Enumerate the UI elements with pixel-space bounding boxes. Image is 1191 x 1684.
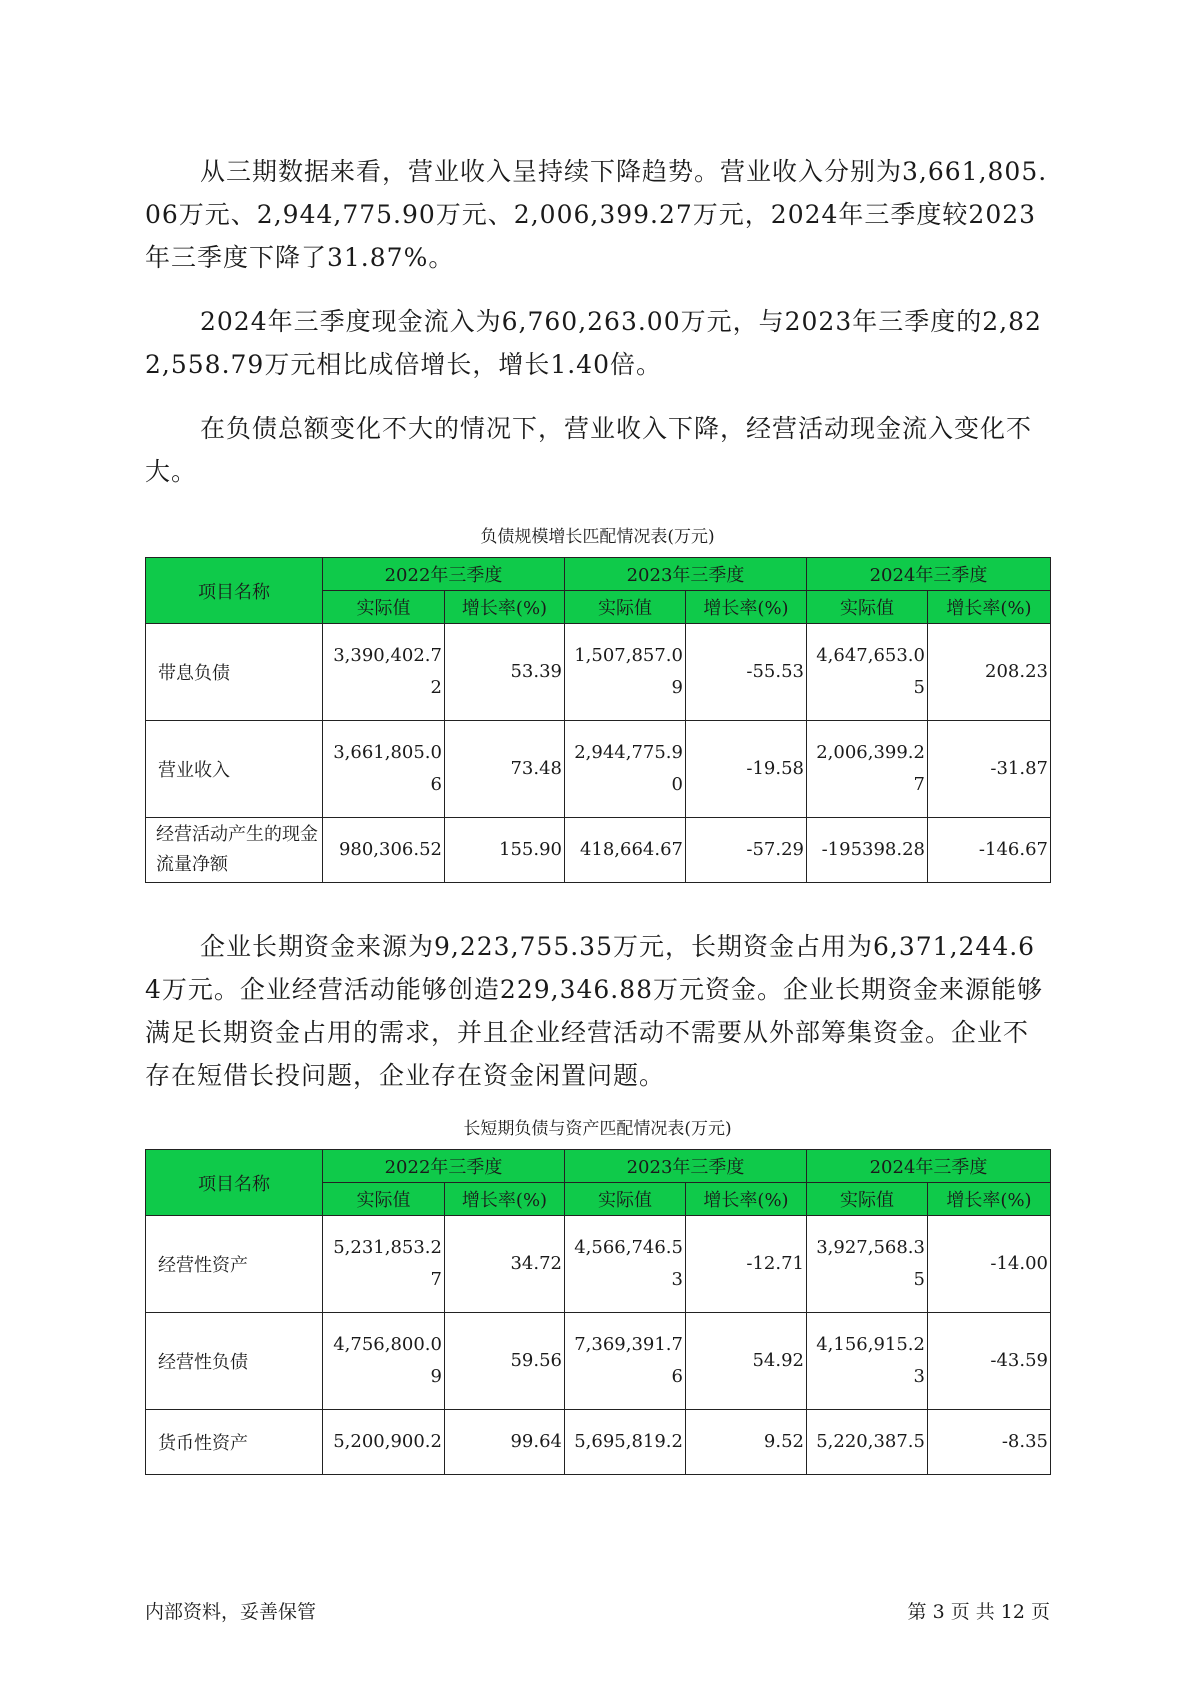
cell-value: 3,390,402.72 [323,624,445,721]
cell-value: 208.23 [928,624,1051,721]
cell-value: 34.72 [445,1216,565,1313]
cell-value: 1,507,857.09 [565,624,686,721]
cell-value: 59.56 [445,1313,565,1410]
cell-value: 54.92 [686,1313,807,1410]
table1-period-2022: 2022年三季度 [323,558,565,591]
table2-sub-growth: 增长率(%) [928,1183,1051,1216]
table-row [146,818,1051,883]
cell-value: 4,156,915.23 [807,1313,928,1410]
row-name: 经营性资产 [146,1216,323,1313]
cell-value: 5,231,853.27 [323,1216,445,1313]
table1-sub-growth: 增长率(%) [928,591,1051,624]
page-content [145,150,1050,1475]
footer-confidential-note: 内部资料，妥善保管 [145,1601,317,1623]
table1-period-2023: 2023年三季度 [565,558,807,591]
cell-value: 980,306.52 [323,818,445,883]
cell-value: -195398.28 [807,818,928,883]
cell-value: 4,566,746.53 [565,1216,686,1313]
table1-header-row [146,558,1051,591]
footer-page-number: 第 3 页 共 12 页 [907,1601,1050,1623]
cell-value: -31.87 [928,721,1051,818]
cell-value: 2,006,399.27 [807,721,928,818]
table1-sub-actual: 实际值 [565,591,686,624]
cell-value: -57.29 [686,818,807,883]
table2-sub-actual: 实际值 [565,1183,686,1216]
cell-value: 418,664.67 [565,818,686,883]
cell-value: 155.90 [445,818,565,883]
asset-liability-match-table [145,1149,1051,1475]
paragraph-long-term-funds: 企业长期资金来源为9,223,755.35万元，长期资金占用为6,371,244.64万元。企业经营活动能够创造229,346.88万元资金。企业长期资金来源能够满足长期资金占用的需求，并且企业经营活动不需要从外部筹集资金。企业不存在短借长投问题，企业存在资金闲置问题。 [145,932,1044,1090]
table1-sub-growth: 增长率(%) [686,591,807,624]
table2-sub-growth: 增长率(%) [686,1183,807,1216]
table2-caption: 长短期负债与资产匹配情况表(万元) [463,1119,732,1139]
table-row [146,1410,1051,1475]
row-name: 带息负债 [146,624,323,721]
table2-period-2024: 2024年三季度 [807,1150,1051,1183]
cell-value: 9.52 [686,1410,807,1475]
table1-caption: 负债规模增长匹配情况表(万元) [480,527,715,547]
table-row [146,1313,1051,1410]
cell-value: -12.71 [686,1216,807,1313]
cell-value: -43.59 [928,1313,1051,1410]
table2-sub-growth: 增长率(%) [445,1183,565,1216]
row-name: 经营活动产生的现金流量净额 [146,818,323,883]
cell-value: 2,944,775.90 [565,721,686,818]
table2-sub-actual: 实际值 [807,1183,928,1216]
table-row [146,624,1051,721]
cell-value: 7,369,391.76 [565,1313,686,1410]
cell-value: 3,661,805.06 [323,721,445,818]
row-name: 货币性资产 [146,1410,323,1475]
table2-period-2023: 2023年三季度 [565,1150,807,1183]
table2-sub-actual: 实际值 [323,1183,445,1216]
debt-growth-table [145,557,1051,883]
table1-period-2024: 2024年三季度 [807,558,1051,591]
table1-name-header: 项目名称 [146,558,323,624]
cell-value: -55.53 [686,624,807,721]
cell-value: -19.58 [686,721,807,818]
paragraph-liability-summary: 在负债总额变化不大的情况下，营业收入下降，经营活动现金流入变化不大。 [145,414,1033,486]
cell-value: 5,200,900.2 [323,1410,445,1475]
table2-period-2022: 2022年三季度 [323,1150,565,1183]
row-name: 营业收入 [146,721,323,818]
table-row [146,1216,1051,1313]
cell-value: 53.39 [445,624,565,721]
cell-value: 3,927,568.35 [807,1216,928,1313]
cell-value: -146.67 [928,818,1051,883]
cell-value: -8.35 [928,1410,1051,1475]
table2-header-row [146,1150,1051,1183]
row-name: 经营性负债 [146,1313,323,1410]
cell-value: 99.64 [445,1410,565,1475]
table1-sub-actual: 实际值 [807,591,928,624]
table2-name-header: 项目名称 [146,1150,323,1216]
cell-value: 73.48 [445,721,565,818]
cell-value: -14.00 [928,1216,1051,1313]
cell-value: 4,647,653.05 [807,624,928,721]
paragraph-revenue-trend: 从三期数据来看，营业收入呈持续下降趋势。营业收入分别为3,661,805.06万元、2,944,775.90万元、2,006,399.27万元，2024年三季度较2023年三季度下降了31.87%。 [145,157,1048,272]
table1-sub-growth: 增长率(%) [445,591,565,624]
cell-value: 4,756,800.09 [323,1313,445,1410]
cell-value: 5,695,819.2 [565,1410,686,1475]
table-row [146,721,1051,818]
paragraph-cash-inflow: 2024年三季度现金流入为6,760,263.00万元，与2023年三季度的2,822,558.79万元相比成倍增长，增长1.40倍。 [145,307,1042,379]
cell-value: 5,220,387.5 [807,1410,928,1475]
table1-sub-actual: 实际值 [323,591,445,624]
